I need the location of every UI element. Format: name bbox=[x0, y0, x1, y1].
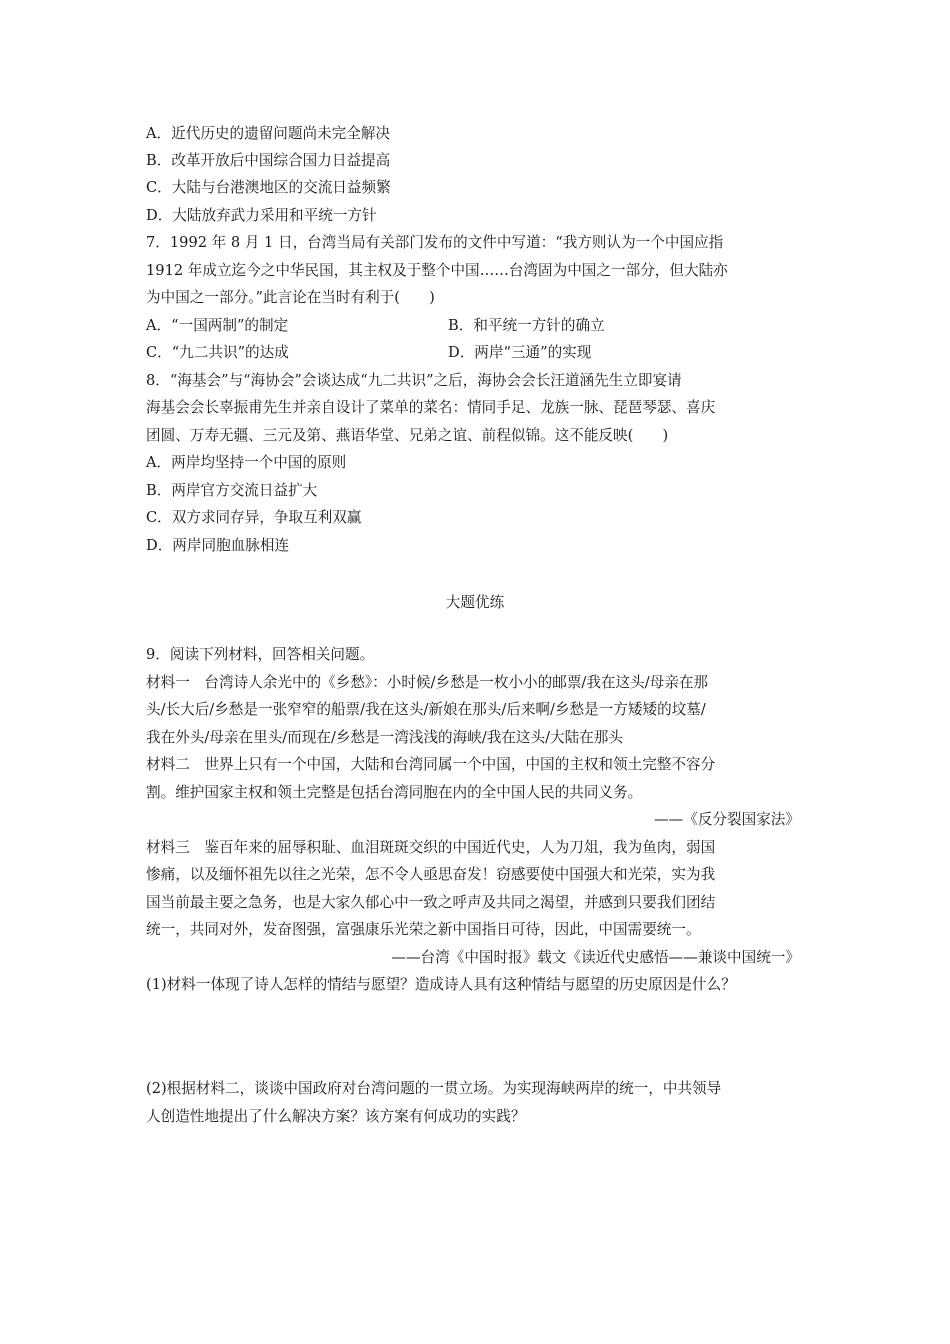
q8-option-a: A．两岸均坚持一个中国的原则 bbox=[146, 454, 347, 471]
q9-material-2-line-2: 割。维护国家主权和领土完整是包括台湾同胞在内的全中国人民的共同义务。 bbox=[146, 784, 643, 801]
q9-subquestion-2-line-2: 人创造性地提出了什么解决方案？该方案有何成功的实践？ bbox=[146, 1108, 526, 1125]
q6-option-d: D．大陆放弃武力采用和平统一方针 bbox=[146, 207, 377, 224]
q9-material-1-line-1: 材料一 台湾诗人余光中的《乡愁》：小时候/乡愁是一枚小小的邮票/我在这头/母亲在那 bbox=[146, 674, 709, 691]
section-title: 大题优练 bbox=[445, 594, 505, 611]
q9-material-1-line-3: 我在外头/母亲在里头/而现在/乡愁是一湾浅浅的海峡/我在这头/大陆在那头 bbox=[146, 729, 623, 746]
q9-subquestion-2-line-1: (2)根据材料二，谈谈中国政府对台湾问题的一贯立场。为实现海峡两岸的统一，中共领导 bbox=[146, 1080, 722, 1097]
q7-option-d: D．两岸“三通”的实现 bbox=[448, 344, 592, 361]
q9-material-1-line-2: 头/长大后/乡愁是一张窄窄的船票/我在这头/新娘在那头/后来啊/乡愁是一方矮矮的坟墓/ bbox=[146, 701, 706, 718]
q7-stem-line-2: 1912 年成立迄今之中华民国，其主权及于整个中国……台湾固为中国之一部分，但大陆亦 bbox=[146, 262, 728, 279]
q9-material-3-line-2: 惨痛，以及缅怀祖先以往之光荣，怎不令人亟思奋发！窃感要使中国强大和光荣，实为我 bbox=[146, 866, 716, 883]
q9-material-3-source: ——台湾《中国时报》载文《读近代史感悟——兼谈中国统一》 bbox=[391, 949, 800, 966]
q6-option-c: C．大陆与台港澳地区的交流日益频繁 bbox=[146, 179, 391, 196]
q9-subquestion-1: (1)材料一体现了诗人怎样的情结与愿望？造成诗人具有这种情结与愿望的历史原因是什么？ bbox=[146, 976, 736, 993]
q8-stem-line-3: 团圆、万寿无疆、三元及第、燕语华堂、兄弟之谊、前程似锦。这不能反映( ) bbox=[146, 427, 669, 444]
q7-stem-line-1: 7．1992 年 8 月 1 日，台湾当局有关部门发布的文件中写道：“我方则认为一个中国应指 bbox=[146, 234, 724, 251]
q9-material-3-line-1: 材料三 鉴百年来的屈辱积耻、血泪斑斑交织的中国近代史，人为刀俎，我为鱼肉，弱国 bbox=[146, 839, 716, 856]
q9-material-2-line-1: 材料二 世界上只有一个中国，大陆和台湾同属一个中国，中国的主权和领土完整不容分 bbox=[146, 756, 716, 773]
q8-option-c: C．双方求同存异，争取互利双赢 bbox=[146, 509, 362, 526]
q8-option-b: B．两岸官方交流日益扩大 bbox=[146, 482, 318, 499]
q9-material-3-line-4: 统一，共同对外，发奋图强，富强康乐光荣之新中国指日可待，因此，中国需要统一。 bbox=[146, 921, 701, 938]
q7-stem-line-3: 为中国之一部分。”此言论在当时有利于( ) bbox=[146, 289, 435, 306]
q7-option-a: A．“一国两制”的制定 bbox=[146, 317, 289, 334]
q9-material-2-source: ——《反分裂国家法》 bbox=[654, 811, 800, 828]
q9-material-3-line-3: 国当前最主要之急务，也是大家久郁心中一致之呼声及共同之渴望，并感到只要我们团结 bbox=[146, 894, 716, 911]
q8-stem-line-1: 8．“海基会”与“海协会”会谈达成“九二共识”之后，海协会会长汪道涵先生立即宴请 bbox=[146, 372, 682, 389]
q7-option-b: B．和平统一方针的确立 bbox=[448, 317, 605, 334]
q7-option-c: C．“九二共识”的达成 bbox=[146, 344, 289, 361]
q9-stem: 9．阅读下列材料，回答相关问题。 bbox=[146, 646, 375, 663]
q6-option-b: B．改革开放后中国综合国力日益提高 bbox=[146, 152, 391, 169]
q6-option-a: A．近代历史的遗留问题尚未完全解决 bbox=[146, 125, 391, 142]
q8-option-d: D．两岸同胞血脉相连 bbox=[146, 537, 290, 554]
q8-stem-line-2: 海基会会长辜振甫先生并亲自设计了菜单的菜名：情同手足、龙族一脉、琵琶琴瑟、喜庆 bbox=[146, 399, 716, 416]
